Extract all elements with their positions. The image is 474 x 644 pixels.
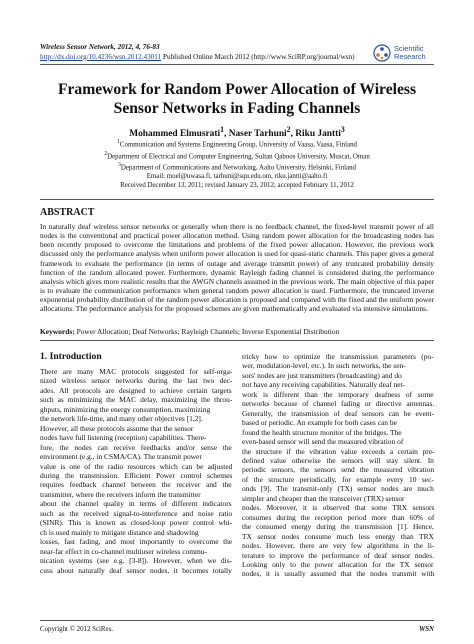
author-name: Naser Tarhuni bbox=[228, 129, 287, 140]
abstract-text: In naturally deaf wireless sensor networks or generally when there is no feedback channel, the fixed-level transmit power of all nodes is the conventional and practical power allocation method. Using random power allocation for the broadcasting nodes has been recently proposed to overcome the limitations and problems of the fixed power allocation. However, the previous work discussed only the performance analysis when uniform power allocation is used for quasi-static channels. This paper gives a general framework to evaluate the performance (in terms of outage and average transmit power) of any truncated probability density function of the random allocated power. Furthermore, dynamic Rayleigh fading channel is considered during the performance analysis which gives more realistic results that the AWGN channels assumed in the previous work. The main objective of this paper is to evaluate the communication performance when general random power allocation is used. Furthermore, the truncated inverse exponential probability distribution of the random power allocation is proposed and compared with the fixed and the uniform power allocations. The performance analysis for the proposed schemes are given mathematically and evaluated via intensive simulations. bbox=[40, 222, 434, 314]
footer-copyright: Copyright © 2012 SciRes. bbox=[40, 626, 113, 633]
author-name: Riku Jantti bbox=[295, 129, 341, 140]
body-text-line: TX sensor nodes consume much less energy than TRX bbox=[242, 531, 434, 541]
body-text-line: ghputs, minimizing the energy consumption, maximizing bbox=[40, 404, 211, 414]
body-text-line: fore, the nodes can receive feedbacks and/or sense the bbox=[40, 442, 232, 452]
body-text-line: nodes. However, there are very few algorithms in the li- bbox=[242, 541, 435, 551]
keywords-label: Keywords: bbox=[40, 327, 75, 336]
scirp-logo-icon bbox=[373, 44, 391, 62]
body-text-line: work is different than the temporary deafness of some bbox=[242, 389, 434, 399]
body-text-line: even-based sensor will send the measured vibration of bbox=[242, 437, 404, 447]
author-emails: Email: moel@uwasa.fi, tarhuni@squ.edu.om, riku.jantti@aalto.fi bbox=[146, 172, 328, 180]
author-affiliation-mark: 2 bbox=[286, 125, 291, 134]
body-text-line: the network life-time, and many other objectives [1,2]. bbox=[40, 414, 203, 424]
publisher-logo-text bbox=[394, 45, 426, 61]
body-text-line: Looking only to the power allocation for the TX sensor bbox=[242, 559, 434, 569]
body-text-line: periodic sensors, the sensors send the measured vibration bbox=[242, 465, 435, 475]
affiliation-line: $^3$Department of Communications and Networking, Aalto University, Helsinki, Finland bbox=[117, 162, 356, 172]
body-text-line: environment (e.g., in CSMA/CA). The transmit power bbox=[40, 452, 202, 462]
doi-line bbox=[40, 53, 354, 63]
body-text-line: However, all these protocols assume that the sensor bbox=[40, 423, 194, 433]
journal-name: Wireless Sensor Network bbox=[40, 43, 115, 51]
submission-dates: Received December 13, 2011; revised January 23, 2012; accepted February 11, 2012 bbox=[120, 182, 354, 189]
journal-citation bbox=[40, 43, 354, 53]
body-text-line: Generally, the transmission of deaf sensors can be event- bbox=[242, 408, 435, 418]
body-text-line: tricky how to optimize the transmission parameters (po- bbox=[242, 352, 434, 361]
body-text-line: nodes. Moreover, it is observed that some TRX sensors bbox=[242, 503, 435, 513]
paper-title-line2: Sensor Networks in Fading Channels bbox=[113, 100, 361, 117]
body-column-right bbox=[242, 352, 434, 579]
body-text-line: There are many MAC protocols suggested for self-orga- bbox=[40, 367, 233, 376]
body-text-line: consumes during the reception period more than 60% of bbox=[242, 512, 435, 522]
header-divider bbox=[40, 64, 434, 65]
body-text-line: terature to improve the performance of deaf sensor nodes. bbox=[242, 550, 435, 560]
affiliations bbox=[40, 138, 434, 181]
author-name: Mohammed Elmusrati bbox=[129, 129, 221, 140]
published-online: Published Online March 2012 (http://www.SciRP.org/journal/wsn) bbox=[161, 52, 355, 61]
body-text-line: such as the received signal-to-interference and noise ratio bbox=[40, 508, 233, 518]
body-text-line: found the health structure monitor of the bridges. The bbox=[242, 427, 402, 437]
publisher-logo-line2: Research bbox=[394, 52, 426, 61]
body-text-line: cuss about naturally deaf sensor nodes, it becomes totally bbox=[40, 565, 232, 575]
body-text-line: transmitter, where the receivers inform the transmitter bbox=[40, 489, 201, 499]
journal-header bbox=[40, 43, 354, 62]
body-column-left bbox=[40, 367, 232, 575]
affiliation-line: $^1$Communication and Systems Engineering Group, University of Vaasa, Vaasa, Finland bbox=[117, 139, 357, 149]
paper-title-line1: Framework for Random Power Allocation of Wireless bbox=[57, 81, 417, 98]
body-text-line: the consumed energy during the transmission [1]. Hence, bbox=[242, 522, 434, 532]
body-text-line: of the structure periodically, for example every 10 sec- bbox=[242, 474, 434, 484]
body-text-line: sors' nodes are just transmitters (broadcasting) and do bbox=[242, 370, 402, 380]
body-text-line: networks because of channel fading or directive antennas. bbox=[242, 399, 435, 409]
author-affiliation-mark: 1 bbox=[220, 125, 225, 134]
body-text-line: requires feedback channel between the receiver and the bbox=[40, 480, 232, 490]
doi-link[interactable]: http://dx.doi.org/10.4236/wsn.2012.43011 bbox=[40, 52, 162, 61]
body-text-line: nodes, it is usually assumed that the nodes transmit with bbox=[242, 569, 435, 579]
abstract-top-divider bbox=[40, 199, 434, 200]
body-text-line: such as minimizing the MAC delay, maximizing the throu- bbox=[40, 395, 233, 405]
body-text-line: ades. All protocols are designed to achieve certain targets bbox=[40, 385, 232, 395]
author-separator: , bbox=[290, 129, 296, 140]
body-text-line: onds [9]. The transmit-only (TX) sensor nodes are much bbox=[242, 484, 434, 494]
publisher-logo bbox=[373, 42, 439, 64]
body-text-line: near-far effect in co-channel multiuser wireless commu- bbox=[40, 546, 207, 556]
journal-volume: , 2012, 4, 76-83 bbox=[114, 43, 160, 51]
body-text-line: about the channel quality in terms of different indicators bbox=[40, 499, 232, 509]
body-text-line: during the transmission. Efficient Power control schemes bbox=[40, 470, 233, 480]
body-text-line: not have any receiving capabilities. Naturally deaf net- bbox=[242, 380, 406, 390]
body-text-line: nodes have full listening (reception) capabilities. There- bbox=[40, 433, 207, 443]
body-text-line: (SINR). This is known as closed-loop power control whi- bbox=[40, 518, 233, 528]
body-text-line: simpler and cheaper than the transceiver (TRX) sensor bbox=[242, 493, 405, 503]
body-text-line: defined value otherwise the sensors will stay silent. In bbox=[242, 455, 434, 465]
keywords bbox=[40, 327, 434, 336]
paper-title bbox=[40, 80, 434, 118]
body-text-line: nized wireless sensor networks during the last two dec- bbox=[40, 376, 233, 386]
body-text-line: ch is used mainly to mitigate distance and shadowing bbox=[40, 527, 199, 537]
keywords-divider bbox=[40, 340, 434, 341]
section-heading-introduction: 1. Introduction bbox=[40, 351, 102, 362]
footer-journal-abbr: WSN bbox=[419, 626, 434, 633]
author-affiliation-mark: 3 bbox=[340, 125, 345, 134]
body-text-line: nication systems (see e.g. [3-8]). However, when we dis- bbox=[40, 556, 233, 566]
body-text-line: based or periodic. An example for both cases can be bbox=[242, 418, 397, 428]
author-separator: , bbox=[224, 129, 229, 140]
body-text-line: value is one of the radio resources which can be adjusted bbox=[40, 461, 233, 471]
body-text-line: wer, modulation-level, etc.). In such networks, the sen- bbox=[242, 361, 406, 371]
footer-divider bbox=[40, 620, 434, 621]
publisher-logo-line1: Scientific bbox=[394, 44, 424, 53]
affiliation-line: $^2$Department of Electrical and Computer Engineering, Sultan Qaboos University, Muscat, Oman bbox=[104, 150, 370, 160]
keywords-text: Power Allocation; Deaf Networks; Rayleigh Channels; Inverse Exponential Distribution bbox=[74, 327, 340, 336]
body-text-line: losses, fast fading, and most importantly to overcome the bbox=[40, 537, 233, 547]
body-text-line: the structure if the vibration value exceeds a certain pre- bbox=[242, 446, 435, 456]
abstract-heading: ABSTRACT bbox=[40, 207, 95, 218]
